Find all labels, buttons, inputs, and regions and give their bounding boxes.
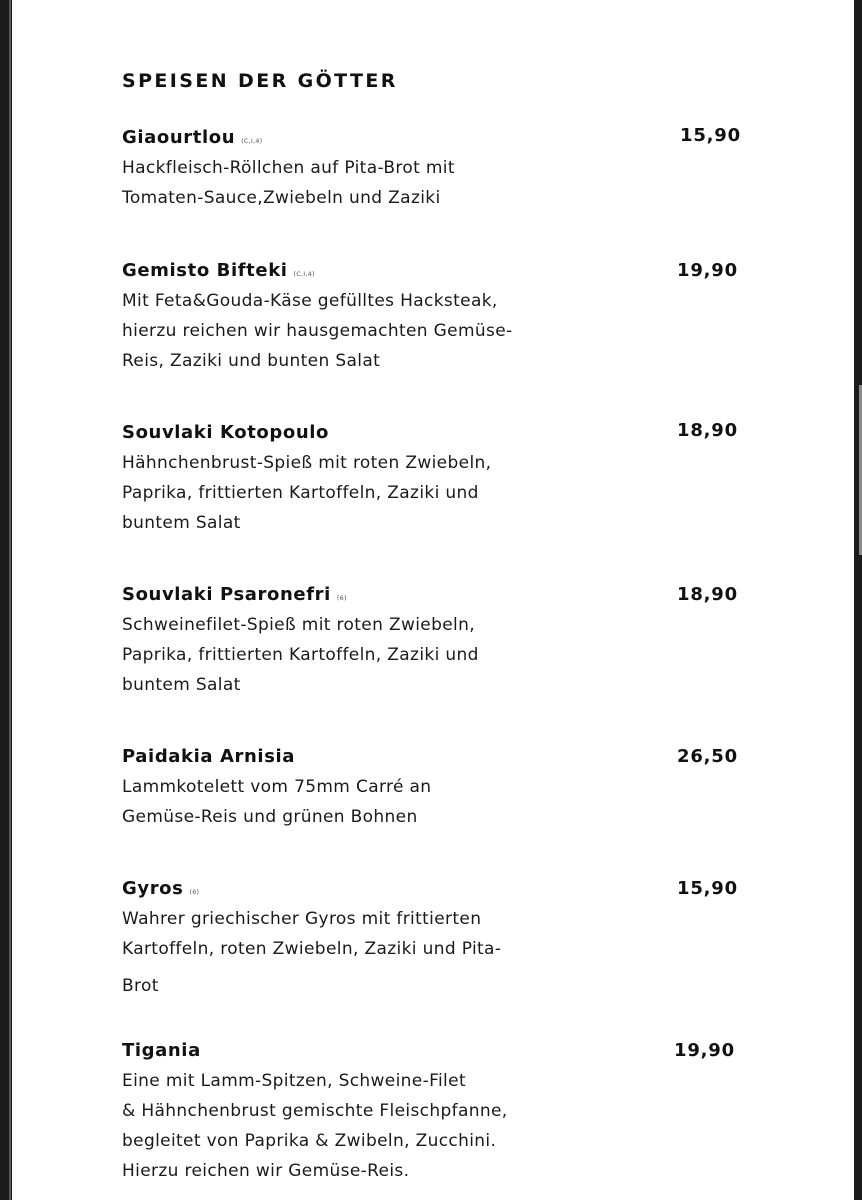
section-title: SPEISEN DER GÖTTER [122, 70, 398, 92]
description-line: Kartoffeln, roten Zwiebeln, Zaziki und Pita- [122, 939, 502, 959]
description-line: & Hähnchenbrust gemischte Fleischpfanne, [122, 1101, 508, 1121]
menu-item-header [122, 584, 762, 610]
dish-description [122, 904, 762, 1001]
page-left-edge [9, 0, 11, 1200]
dish-price: 26,50 [677, 746, 738, 767]
menu-item [122, 878, 762, 1001]
description-line: Paprika, frittierten Kartoffeln, Zaziki und [122, 483, 479, 503]
allergen-tag: (6) [336, 594, 347, 602]
menu-item-header [122, 1040, 762, 1066]
dish-price: 15,90 [677, 878, 738, 899]
menu-item-header [122, 422, 762, 448]
menu-item-header [122, 260, 762, 286]
allergen-tag: (6) [189, 888, 200, 896]
dish-description [122, 153, 762, 213]
description-line: Mit Feta&Gouda-Käse gefülltes Hacksteak, [122, 291, 498, 311]
allergen-tag: (C,I,4) [241, 137, 263, 145]
dish-price: 18,90 [677, 584, 738, 605]
description-line: Wahrer griechischer Gyros mit frittierten [122, 909, 482, 929]
description-line: Hierzu reichen wir Gemüse-Reis. [122, 1161, 410, 1181]
dish-price: 18,90 [677, 420, 738, 441]
menu-item-header [122, 127, 762, 153]
allergen-tag: (C,I,4) [293, 270, 315, 278]
description-line: hierzu reichen wir hausgemachten Gemüse- [122, 321, 513, 341]
description-line: Gemüse-Reis und grünen Bohnen [122, 807, 418, 827]
dish-description [122, 1066, 762, 1186]
dish-description [122, 610, 762, 700]
description-line: Lammkotelett vom 75mm Carré an [122, 777, 432, 797]
menu-item [122, 260, 762, 376]
description-line: buntem Salat [122, 513, 241, 533]
description-line: buntem Salat [122, 675, 241, 695]
menu-item [122, 746, 762, 832]
dish-name: Giaourtlou [122, 127, 236, 148]
menu-item [122, 127, 762, 213]
menu-item [122, 1040, 762, 1186]
dish-price: 19,90 [674, 1040, 735, 1061]
dish-name: Tigania [122, 1040, 201, 1061]
dish-description [122, 772, 762, 832]
description-line: begleitet von Paprika & Zwibeln, Zucchini. [122, 1131, 497, 1151]
description-line: Reis, Zaziki und bunten Salat [122, 351, 381, 371]
description-line: Brot [122, 976, 159, 996]
description-line: Hähnchenbrust-Spieß mit roten Zwiebeln, [122, 453, 492, 473]
dish-name: Souvlaki Psaronefri [122, 584, 331, 605]
dish-description [122, 286, 762, 376]
menu-item-header [122, 746, 762, 772]
description-line: Schweinefilet-Spieß mit roten Zwiebeln, [122, 615, 476, 635]
dish-name: Gemisto Bifteki [122, 260, 288, 281]
dish-name: Paidakia Arnisia [122, 746, 296, 767]
dish-price: 15,90 [680, 125, 741, 146]
menu-item [122, 584, 762, 700]
dish-price: 19,90 [677, 260, 738, 281]
dish-name: Gyros [122, 878, 184, 899]
dish-description [122, 448, 762, 538]
menu-item [122, 422, 762, 538]
description-line: Eine mit Lamm-Spitzen, Schweine-Filet [122, 1071, 466, 1091]
dish-name: Souvlaki Kotopoulo [122, 422, 329, 443]
menu-item-header [122, 878, 762, 904]
description-line: Paprika, frittierten Kartoffeln, Zaziki und [122, 645, 479, 665]
description-line: Hackfleisch-Röllchen auf Pita-Brot mit [122, 158, 455, 178]
description-line: Tomaten-Sauce,Zwiebeln und Zaziki [122, 188, 441, 208]
